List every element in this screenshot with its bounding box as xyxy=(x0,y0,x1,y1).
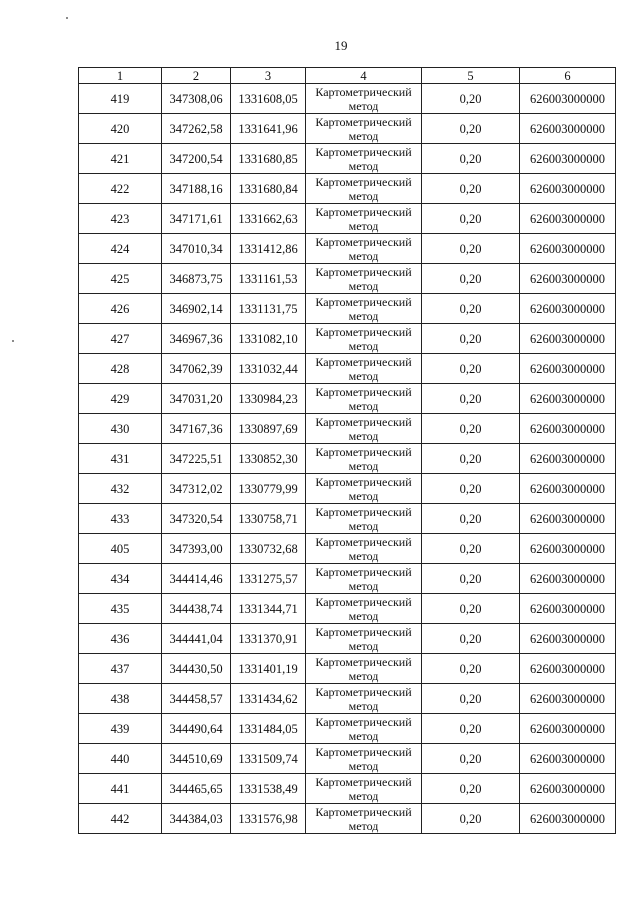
point-number-cell: 430 xyxy=(79,414,162,444)
code-cell: 626003000000 xyxy=(520,84,616,114)
method-line-1: Картометрический xyxy=(315,474,412,489)
method-cell xyxy=(306,594,422,624)
method-cell xyxy=(306,714,422,744)
table-row xyxy=(79,324,616,354)
method-line-1: Картометрический xyxy=(315,444,412,459)
method-line-1: Картометрический xyxy=(315,714,412,729)
method-line-2: метод xyxy=(348,128,379,143)
method-cell xyxy=(306,384,422,414)
accuracy-cell: 0,20 xyxy=(422,534,520,564)
scan-speck xyxy=(12,340,14,342)
method-line-2: метод xyxy=(348,608,379,623)
code-cell: 626003000000 xyxy=(520,534,616,564)
method-line-1: Картометрический xyxy=(315,174,412,189)
method-line-1: Картометрический xyxy=(315,144,412,159)
method-cell xyxy=(306,414,422,444)
point-number-cell: 422 xyxy=(79,174,162,204)
point-number-cell: 427 xyxy=(79,324,162,354)
point-number-cell: 438 xyxy=(79,684,162,714)
method-line-2: метод xyxy=(348,728,379,743)
y-coordinate-cell: 1331484,05 xyxy=(231,714,306,744)
method-line-2: метод xyxy=(348,308,379,323)
method-cell xyxy=(306,564,422,594)
code-cell: 626003000000 xyxy=(520,744,616,774)
method-cell xyxy=(306,114,422,144)
point-number-cell: 405 xyxy=(79,534,162,564)
x-coordinate-cell: 347171,61 xyxy=(162,204,231,234)
table-row xyxy=(79,654,616,684)
table-row xyxy=(79,294,616,324)
x-coordinate-cell: 347200,54 xyxy=(162,144,231,174)
accuracy-cell: 0,20 xyxy=(422,624,520,654)
accuracy-cell: 0,20 xyxy=(422,264,520,294)
method-line-2: метод xyxy=(348,638,379,653)
table-row xyxy=(79,234,616,264)
code-cell: 626003000000 xyxy=(520,384,616,414)
accuracy-cell: 0,20 xyxy=(422,774,520,804)
method-line-1: Картометрический xyxy=(315,204,412,219)
point-number-cell: 432 xyxy=(79,474,162,504)
point-number-cell: 421 xyxy=(79,144,162,174)
code-cell: 626003000000 xyxy=(520,234,616,264)
x-coordinate-cell: 344384,03 xyxy=(162,804,231,834)
point-number-cell: 424 xyxy=(79,234,162,264)
point-number-cell: 423 xyxy=(79,204,162,234)
code-cell: 626003000000 xyxy=(520,504,616,534)
accuracy-cell: 0,20 xyxy=(422,714,520,744)
code-cell: 626003000000 xyxy=(520,444,616,474)
x-coordinate-cell: 344414,46 xyxy=(162,564,231,594)
method-line-1: Картометрический xyxy=(315,324,412,339)
method-cell xyxy=(306,174,422,204)
method-line-2: метод xyxy=(348,668,379,683)
code-cell: 626003000000 xyxy=(520,774,616,804)
code-cell: 626003000000 xyxy=(520,114,616,144)
table-row xyxy=(79,714,616,744)
method-cell xyxy=(306,474,422,504)
method-line-2: метод xyxy=(348,338,379,353)
table-row xyxy=(79,744,616,774)
table-row xyxy=(79,534,616,564)
table-row xyxy=(79,594,616,624)
method-line-2: метод xyxy=(348,578,379,593)
method-cell xyxy=(306,144,422,174)
accuracy-cell: 0,20 xyxy=(422,174,520,204)
point-number-cell: 420 xyxy=(79,114,162,144)
method-line-1: Картометрический xyxy=(315,264,412,279)
method-line-1: Картометрический xyxy=(315,114,412,129)
x-coordinate-cell: 346902,14 xyxy=(162,294,231,324)
accuracy-cell: 0,20 xyxy=(422,504,520,534)
method-cell xyxy=(306,324,422,354)
accuracy-cell: 0,20 xyxy=(422,414,520,444)
x-coordinate-cell: 344441,04 xyxy=(162,624,231,654)
accuracy-cell: 0,20 xyxy=(422,744,520,774)
method-line-1: Картометрический xyxy=(315,414,412,429)
y-coordinate-cell: 1331412,86 xyxy=(231,234,306,264)
y-coordinate-cell: 1331032,44 xyxy=(231,354,306,384)
y-coordinate-cell: 1331662,63 xyxy=(231,204,306,234)
x-coordinate-cell: 347225,51 xyxy=(162,444,231,474)
code-cell: 626003000000 xyxy=(520,594,616,624)
y-coordinate-cell: 1331344,71 xyxy=(231,594,306,624)
point-number-cell: 426 xyxy=(79,294,162,324)
method-line-2: метод xyxy=(348,428,379,443)
method-cell xyxy=(306,804,422,834)
accuracy-cell: 0,20 xyxy=(422,384,520,414)
code-cell: 626003000000 xyxy=(520,324,616,354)
method-line-2: метод xyxy=(348,518,379,533)
code-cell: 626003000000 xyxy=(520,474,616,504)
y-coordinate-cell: 1331641,96 xyxy=(231,114,306,144)
y-coordinate-cell: 1330732,68 xyxy=(231,534,306,564)
code-cell: 626003000000 xyxy=(520,714,616,744)
method-line-2: метод xyxy=(348,368,379,383)
method-line-2: метод xyxy=(348,98,379,113)
method-line-1: Картометрический xyxy=(315,804,412,819)
method-cell xyxy=(306,84,422,114)
point-number-cell: 440 xyxy=(79,744,162,774)
table-header-row xyxy=(79,68,616,84)
method-line-2: метод xyxy=(348,218,379,233)
table-body xyxy=(79,84,616,834)
y-coordinate-cell: 1331275,57 xyxy=(231,564,306,594)
y-coordinate-cell: 1331434,62 xyxy=(231,684,306,714)
table-row xyxy=(79,144,616,174)
method-line-1: Картометрический xyxy=(315,684,412,699)
method-line-1: Картометрический xyxy=(315,594,412,609)
accuracy-cell: 0,20 xyxy=(422,234,520,264)
code-cell: 626003000000 xyxy=(520,684,616,714)
method-cell xyxy=(306,444,422,474)
y-coordinate-cell: 1330897,69 xyxy=(231,414,306,444)
code-cell: 626003000000 xyxy=(520,204,616,234)
column-header: 5 xyxy=(422,68,520,84)
column-header: 3 xyxy=(231,68,306,84)
method-line-1: Картометрический xyxy=(315,774,412,789)
point-number-cell: 435 xyxy=(79,594,162,624)
method-cell xyxy=(306,684,422,714)
column-header: 2 xyxy=(162,68,231,84)
x-coordinate-cell: 344458,57 xyxy=(162,684,231,714)
x-coordinate-cell: 347062,39 xyxy=(162,354,231,384)
y-coordinate-cell: 1331608,05 xyxy=(231,84,306,114)
x-coordinate-cell: 344438,74 xyxy=(162,594,231,624)
y-coordinate-cell: 1330852,30 xyxy=(231,444,306,474)
method-cell xyxy=(306,294,422,324)
table-row xyxy=(79,774,616,804)
table-row xyxy=(79,204,616,234)
page-number: 19 xyxy=(334,38,348,53)
table-row xyxy=(79,264,616,294)
accuracy-cell: 0,20 xyxy=(422,804,520,834)
y-coordinate-cell: 1330758,71 xyxy=(231,504,306,534)
y-coordinate-cell: 1331509,74 xyxy=(231,744,306,774)
x-coordinate-cell: 347308,06 xyxy=(162,84,231,114)
point-number-cell: 442 xyxy=(79,804,162,834)
method-cell xyxy=(306,534,422,564)
point-number-cell: 439 xyxy=(79,714,162,744)
method-line-2: метод xyxy=(348,758,379,773)
accuracy-cell: 0,20 xyxy=(422,84,520,114)
accuracy-cell: 0,20 xyxy=(422,474,520,504)
table-row xyxy=(79,114,616,144)
table-row xyxy=(79,84,616,114)
table-row xyxy=(79,474,616,504)
y-coordinate-cell: 1331131,75 xyxy=(231,294,306,324)
method-cell xyxy=(306,504,422,534)
accuracy-cell: 0,20 xyxy=(422,594,520,624)
code-cell: 626003000000 xyxy=(520,804,616,834)
method-line-2: метод xyxy=(348,488,379,503)
method-line-1: Картометрический xyxy=(315,534,412,549)
x-coordinate-cell: 346967,36 xyxy=(162,324,231,354)
y-coordinate-cell: 1331161,53 xyxy=(231,264,306,294)
x-coordinate-cell: 344510,69 xyxy=(162,744,231,774)
x-coordinate-cell: 347167,36 xyxy=(162,414,231,444)
accuracy-cell: 0,20 xyxy=(422,114,520,144)
accuracy-cell: 0,20 xyxy=(422,684,520,714)
accuracy-cell: 0,20 xyxy=(422,564,520,594)
accuracy-cell: 0,20 xyxy=(422,144,520,174)
code-cell: 626003000000 xyxy=(520,564,616,594)
method-cell xyxy=(306,204,422,234)
table-row xyxy=(79,384,616,414)
y-coordinate-cell: 1331401,19 xyxy=(231,654,306,684)
method-line-1: Картометрический xyxy=(315,564,412,579)
method-line-1: Картометрический xyxy=(315,624,412,639)
column-header: 1 xyxy=(79,68,162,84)
scan-speck xyxy=(66,17,68,19)
y-coordinate-cell: 1331082,10 xyxy=(231,324,306,354)
point-number-cell: 436 xyxy=(79,624,162,654)
column-header: 4 xyxy=(306,68,422,84)
table-row xyxy=(79,414,616,444)
code-cell: 626003000000 xyxy=(520,264,616,294)
method-line-2: метод xyxy=(348,698,379,713)
code-cell: 626003000000 xyxy=(520,144,616,174)
point-number-cell: 428 xyxy=(79,354,162,384)
method-line-1: Картометрический xyxy=(315,234,412,249)
method-line-2: метод xyxy=(348,818,379,833)
method-line-2: метод xyxy=(348,188,379,203)
point-number-cell: 433 xyxy=(79,504,162,534)
table-row xyxy=(79,444,616,474)
table-row xyxy=(79,684,616,714)
x-coordinate-cell: 347188,16 xyxy=(162,174,231,204)
method-line-2: метод xyxy=(348,278,379,293)
accuracy-cell: 0,20 xyxy=(422,204,520,234)
code-cell: 626003000000 xyxy=(520,414,616,444)
table-row xyxy=(79,174,616,204)
point-number-cell: 437 xyxy=(79,654,162,684)
accuracy-cell: 0,20 xyxy=(422,324,520,354)
table-row xyxy=(79,354,616,384)
accuracy-cell: 0,20 xyxy=(422,354,520,384)
code-cell: 626003000000 xyxy=(520,654,616,684)
x-coordinate-cell: 347312,02 xyxy=(162,474,231,504)
code-cell: 626003000000 xyxy=(520,624,616,654)
accuracy-cell: 0,20 xyxy=(422,654,520,684)
method-cell xyxy=(306,264,422,294)
y-coordinate-cell: 1331370,91 xyxy=(231,624,306,654)
x-coordinate-cell: 347031,20 xyxy=(162,384,231,414)
method-cell xyxy=(306,354,422,384)
method-line-2: метод xyxy=(348,248,379,263)
point-number-cell: 425 xyxy=(79,264,162,294)
method-cell xyxy=(306,774,422,804)
point-number-cell: 434 xyxy=(79,564,162,594)
table-row xyxy=(79,564,616,594)
code-cell: 626003000000 xyxy=(520,294,616,324)
y-coordinate-cell: 1330984,23 xyxy=(231,384,306,414)
method-line-1: Картометрический xyxy=(315,654,412,669)
method-line-2: метод xyxy=(348,788,379,803)
method-line-1: Картометрический xyxy=(315,84,412,99)
method-cell xyxy=(306,624,422,654)
point-number-cell: 431 xyxy=(79,444,162,474)
method-cell xyxy=(306,234,422,264)
y-coordinate-cell: 1331680,85 xyxy=(231,144,306,174)
x-coordinate-cell: 344430,50 xyxy=(162,654,231,684)
x-coordinate-cell: 344465,65 xyxy=(162,774,231,804)
point-number-cell: 419 xyxy=(79,84,162,114)
method-line-1: Картометрический xyxy=(315,384,412,399)
table-row xyxy=(79,804,616,834)
method-line-2: метод xyxy=(348,458,379,473)
code-cell: 626003000000 xyxy=(520,354,616,384)
point-number-cell: 441 xyxy=(79,774,162,804)
y-coordinate-cell: 1331538,49 xyxy=(231,774,306,804)
coordinates-table xyxy=(78,67,616,834)
y-coordinate-cell: 1331680,84 xyxy=(231,174,306,204)
point-number-cell: 429 xyxy=(79,384,162,414)
y-coordinate-cell: 1331576,98 xyxy=(231,804,306,834)
table-row xyxy=(79,504,616,534)
method-line-2: метод xyxy=(348,398,379,413)
x-coordinate-cell: 347262,58 xyxy=(162,114,231,144)
method-line-1: Картометрический xyxy=(315,294,412,309)
method-line-2: метод xyxy=(348,158,379,173)
y-coordinate-cell: 1330779,99 xyxy=(231,474,306,504)
accuracy-cell: 0,20 xyxy=(422,294,520,324)
accuracy-cell: 0,20 xyxy=(422,444,520,474)
method-cell xyxy=(306,744,422,774)
column-header: 6 xyxy=(520,68,616,84)
x-coordinate-cell: 346873,75 xyxy=(162,264,231,294)
method-line-1: Картометрический xyxy=(315,744,412,759)
x-coordinate-cell: 344490,64 xyxy=(162,714,231,744)
method-line-2: метод xyxy=(348,548,379,563)
table-row xyxy=(79,624,616,654)
method-line-1: Картометрический xyxy=(315,504,412,519)
code-cell: 626003000000 xyxy=(520,174,616,204)
method-cell xyxy=(306,654,422,684)
x-coordinate-cell: 347010,34 xyxy=(162,234,231,264)
method-line-1: Картометрический xyxy=(315,354,412,369)
x-coordinate-cell: 347393,00 xyxy=(162,534,231,564)
x-coordinate-cell: 347320,54 xyxy=(162,504,231,534)
